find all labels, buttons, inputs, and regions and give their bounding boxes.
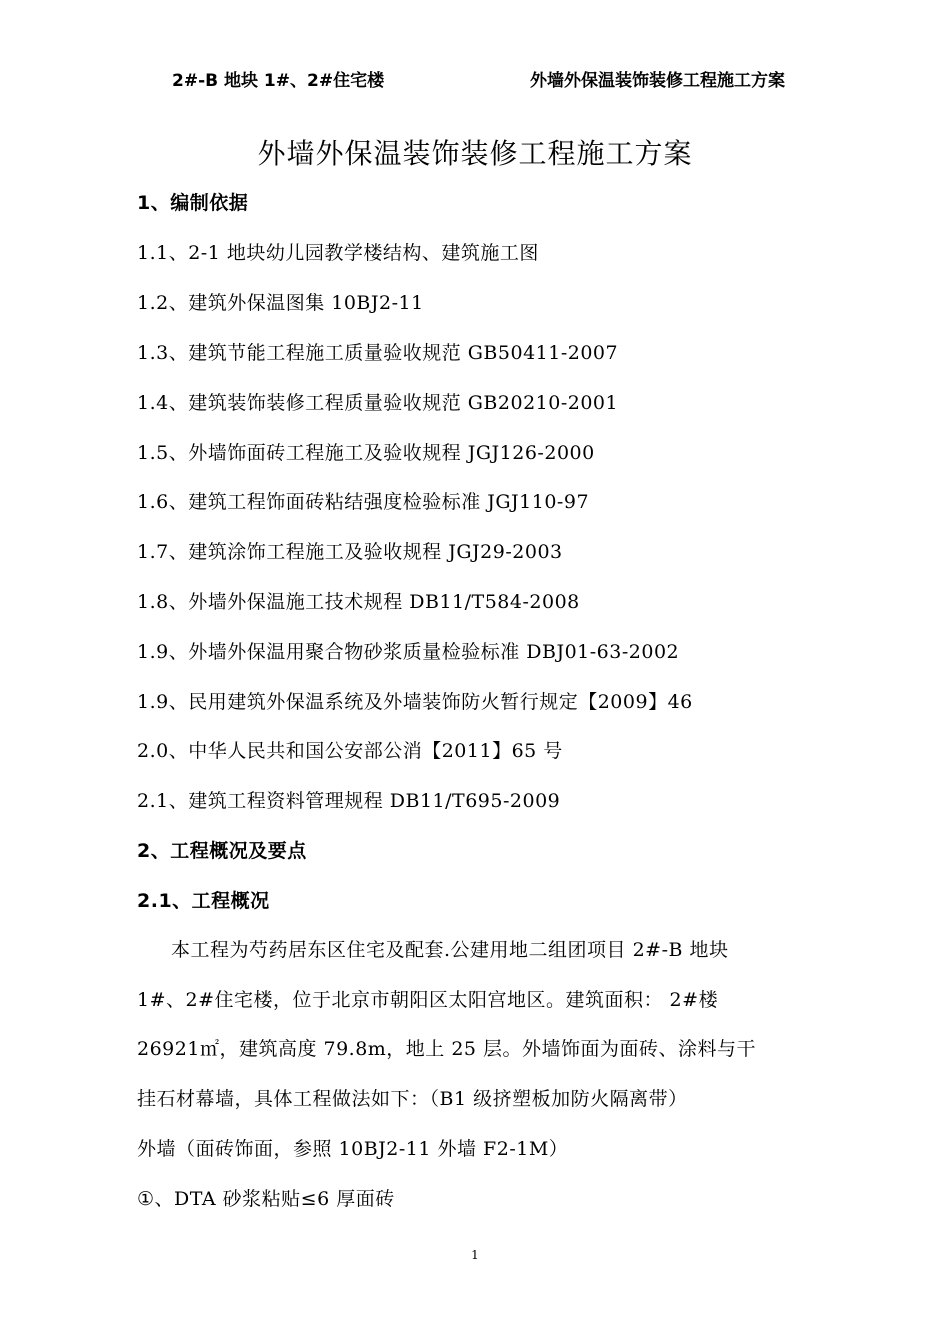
reference-item: 1.3、建筑节能工程施工质量验收规范 GB50411-2007 xyxy=(137,342,619,364)
reference-item: 1.6、建筑工程饰面砖粘结强度检验标准 JGJ110-97 xyxy=(137,491,590,513)
overview-paragraph-line: 26921㎡，建筑高度 79.8m，地上 25 层。外墙饰面为面砖、涂料与干 xyxy=(137,1038,757,1060)
wall-step-1: ①、DTA 砂浆粘贴≤6 厚面砖 xyxy=(137,1188,395,1210)
overview-paragraph-line: 1#、2#住宅楼，位于北京市朝阳区太阳宫地区。建筑面积： 2#楼 xyxy=(137,989,719,1011)
reference-item: 1.1、2-1 地块幼儿园教学楼结构、建筑施工图 xyxy=(137,242,539,264)
header-left: 2#-B 地块 1#、2#住宅楼 xyxy=(172,71,385,91)
reference-item: 1.9、民用建筑外保温系统及外墙装饰防火暂行规定【2009】46 xyxy=(137,691,693,713)
reference-item: 1.4、建筑装饰装修工程质量验收规范 GB20210-2001 xyxy=(137,392,619,414)
reference-item: 2.0、中华人民共和国公安部公消【2011】65 号 xyxy=(137,740,563,762)
reference-item: 1.2、建筑外保温图集 10BJ2-11 xyxy=(137,292,424,314)
section-2-heading: 2、工程概况及要点 xyxy=(137,840,307,862)
reference-item: 1.9、外墙外保温用聚合物砂浆质量检验标准 DBJ01-63-2002 xyxy=(137,641,680,663)
reference-item: 1.8、外墙外保温施工技术规程 DB11/T584-2008 xyxy=(137,591,580,613)
page-number: 1 xyxy=(471,1248,479,1262)
section-1-heading: 1、编制依据 xyxy=(137,192,249,214)
document-title: 外墙外保温装饰装修工程施工方案 xyxy=(257,137,693,170)
reference-item: 1.5、外墙饰面砖工程施工及验收规程 JGJ126-2000 xyxy=(137,442,595,464)
section-2-1-heading: 2.1、工程概况 xyxy=(137,890,270,912)
overview-paragraph-line: 挂石材幕墙，具体工程做法如下：（B1 级挤塑板加防火隔离带） xyxy=(137,1088,688,1110)
overview-paragraph-line: 本工程为芍药居东区住宅及配套.公建用地二组团项目 2#-B 地块 xyxy=(171,939,729,961)
header-right: 外墙外保温装饰装修工程施工方案 xyxy=(530,71,785,91)
reference-item: 2.1、建筑工程资料管理规程 DB11/T695-2009 xyxy=(137,790,561,812)
wall-spec-line: 外墙（面砖饰面，参照 10BJ2-11 外墙 F2-1M） xyxy=(137,1138,569,1160)
reference-item: 1.7、建筑涂饰工程施工及验收规程 JGJ29-2003 xyxy=(137,541,563,563)
